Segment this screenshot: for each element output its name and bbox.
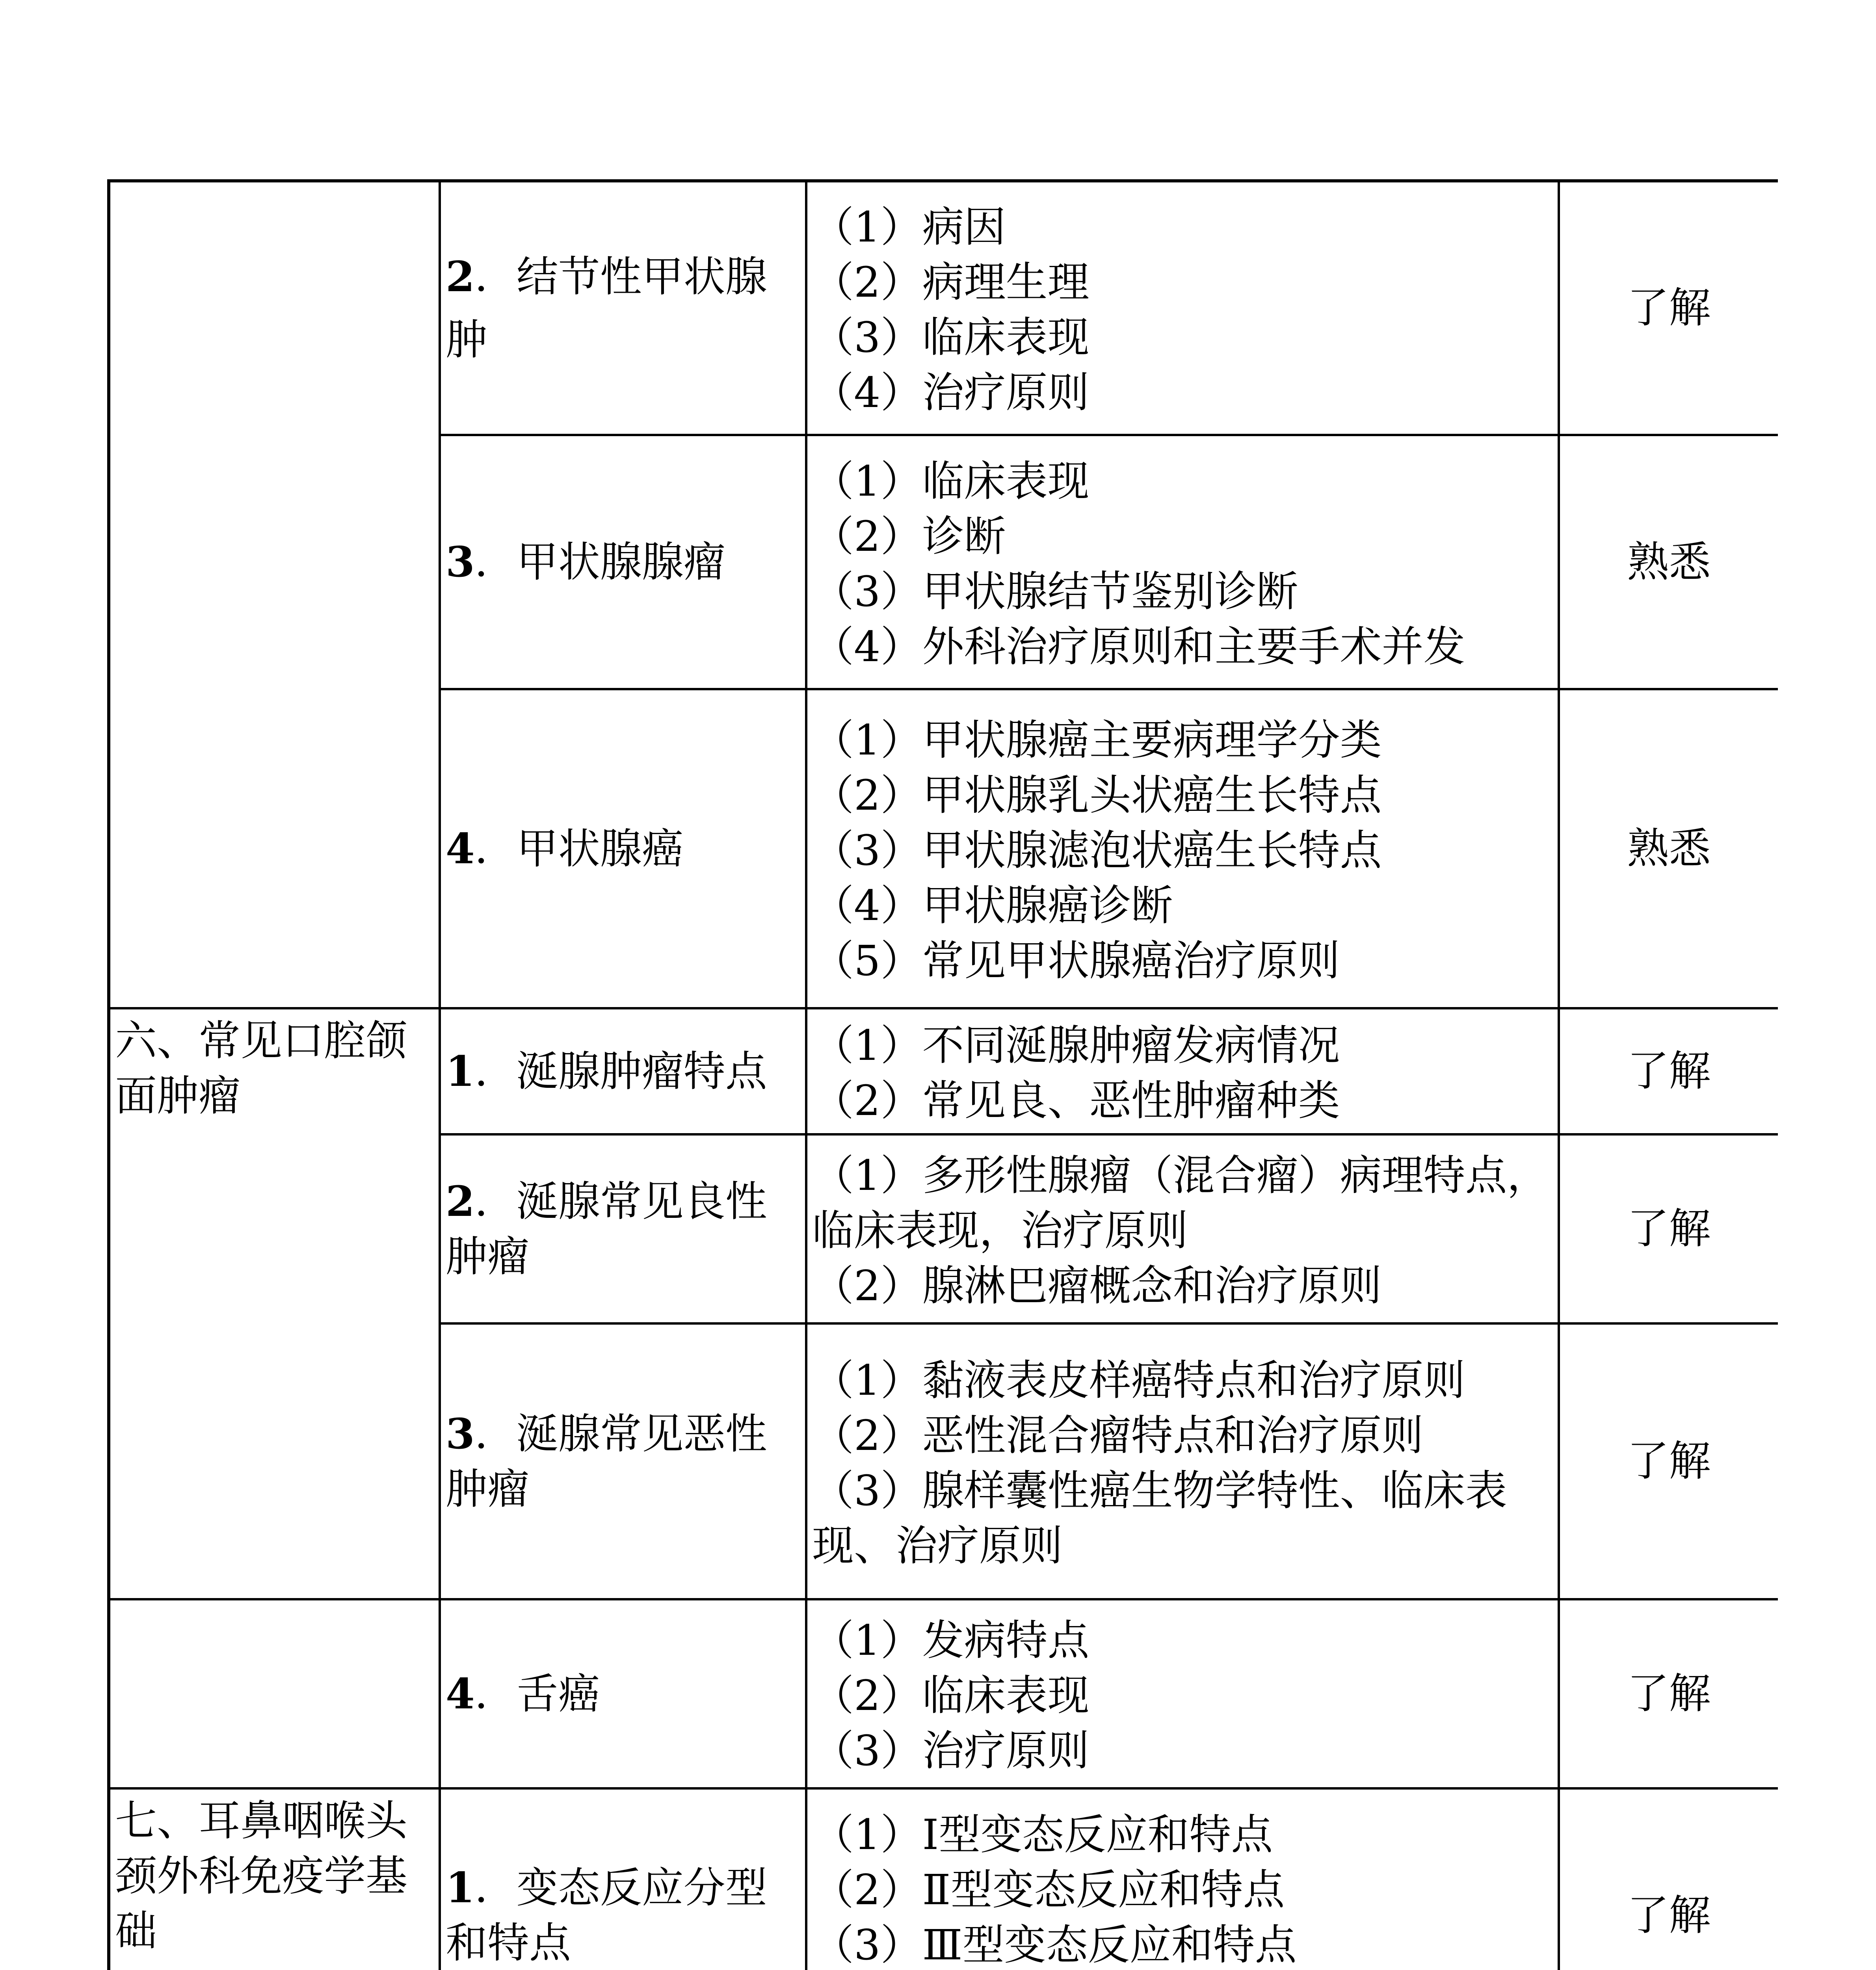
- list-item: （1）多形性腺瘤（混合瘤）病理特点，临床表现，治疗原则: [812, 1151, 1549, 1255]
- content-cell: [806, 1599, 1559, 1788]
- content-cell: [806, 1323, 1559, 1599]
- level-cell: 了解: [1559, 1134, 1778, 1323]
- list-item: （4）治疗原则: [812, 368, 1090, 417]
- table-row: [109, 181, 1778, 435]
- content-cell: [806, 1788, 1559, 1970]
- table-row: [109, 1008, 1778, 1134]
- level-cell: 熟悉: [1559, 689, 1778, 1008]
- topic-cell: 4．甲状腺癌: [440, 689, 806, 1008]
- list-item: （3）治疗原则: [812, 1727, 1090, 1775]
- list-item: （4）外科治疗原则和主要手术并发: [812, 622, 1465, 671]
- list-item: （2）诊断: [812, 512, 1006, 561]
- level-cell: 了解: [1559, 1599, 1778, 1788]
- list-item: （1）发病特点: [812, 1616, 1090, 1665]
- content-cell: [806, 435, 1559, 689]
- section-cell: [109, 1599, 440, 1788]
- level-cell: 熟悉: [1559, 435, 1778, 689]
- list-item: （2）恶性混合瘤特点和治疗原则: [812, 1411, 1424, 1460]
- level-cell: 了解: [1559, 1788, 1778, 1970]
- topic-cell: 1．涎腺肿瘤特点: [440, 1008, 806, 1134]
- content-cell: [806, 1134, 1559, 1323]
- syllabus-page: [107, 179, 1778, 1970]
- topic-cell: 4．舌癌: [440, 1599, 806, 1788]
- topic-cell: 2．涎腺常见良性肿瘤: [440, 1134, 806, 1323]
- topic-cell: 3．涎腺常见恶性肿瘤: [440, 1323, 806, 1599]
- list-item: （1）Ⅰ型变态反应和特点: [812, 1810, 1273, 1859]
- list-item: （3）腺样囊性癌生物学特性、临床表现、治疗原则: [812, 1466, 1507, 1570]
- list-item: （5）常见甲状腺癌治疗原则: [812, 937, 1340, 985]
- level-cell: 了解: [1559, 1008, 1778, 1134]
- table-row: [109, 1599, 1778, 1788]
- list-item: （1）甲状腺癌主要病理学分类: [812, 716, 1382, 764]
- content-cell: [806, 689, 1559, 1008]
- section-cell: 六、常见口腔颌面肿瘤: [109, 1008, 440, 1599]
- list-item: （2）甲状腺乳头状癌生长特点: [812, 771, 1382, 820]
- list-item: （3）甲状腺滤泡状癌生长特点: [812, 826, 1382, 875]
- topic-cell: 2．结节性甲状腺肿: [440, 181, 806, 435]
- list-item: （2）腺淋巴瘤概念和治疗原则: [812, 1262, 1382, 1310]
- level-cell: 了解: [1559, 181, 1778, 435]
- list-item: （2）病理生理: [812, 258, 1090, 307]
- section-cell: 七、耳鼻咽喉头颈外科免疫学基础: [109, 1788, 440, 1970]
- level-cell: 了解: [1559, 1323, 1778, 1599]
- list-item: （1）黏液表皮样癌特点和治疗原则: [812, 1356, 1465, 1405]
- list-item: （2）临床表现: [812, 1671, 1090, 1720]
- list-item: （3）Ⅲ型变态反应和特点: [812, 1920, 1297, 1969]
- syllabus-table: [107, 179, 1778, 1970]
- list-item: （2）常见良、恶性肿瘤种类: [812, 1076, 1340, 1125]
- section-cell: [109, 181, 440, 1008]
- list-item: （2）Ⅱ型变态反应和特点: [812, 1865, 1285, 1914]
- content-cell: [806, 181, 1559, 435]
- content-cell: [806, 1008, 1559, 1134]
- list-item: （1）不同涎腺肿瘤发病情况: [812, 1021, 1340, 1070]
- list-item: （1）病因: [812, 203, 1006, 251]
- list-item: （1）临床表现: [812, 457, 1090, 506]
- list-item: （3）临床表现: [812, 313, 1090, 362]
- list-item: （3）甲状腺结节鉴别诊断: [812, 567, 1298, 616]
- topic-cell: 3．甲状腺腺瘤: [440, 435, 806, 689]
- table-row: [109, 1788, 1778, 1970]
- topic-cell: 1．变态反应分型和特点: [440, 1788, 806, 1970]
- list-item: （4）甲状腺癌诊断: [812, 881, 1173, 930]
